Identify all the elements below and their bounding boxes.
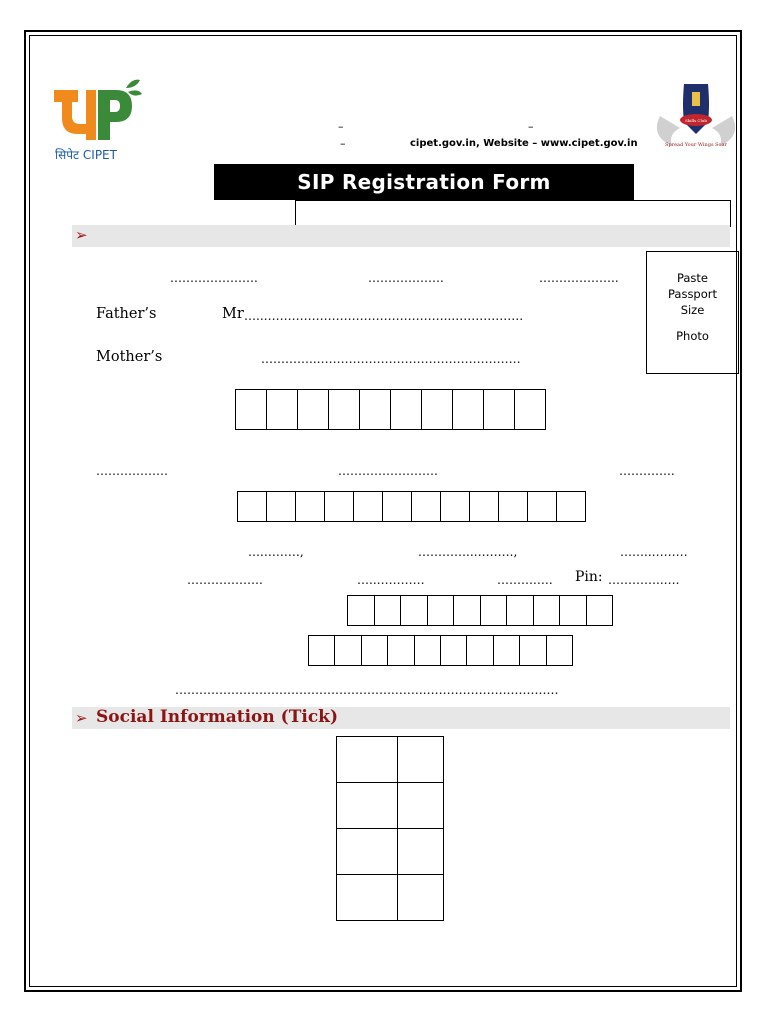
date-of-birth-boxes[interactable] [235,389,546,430]
input-cell[interactable] [454,595,481,626]
tick-cell[interactable] [398,829,444,875]
photo-label-size: Size [680,303,705,317]
input-cell[interactable] [470,491,499,522]
input-cell[interactable] [587,595,614,626]
district-field[interactable]: …..………… [357,573,425,587]
input-cell[interactable] [515,389,546,430]
father-prefix: Mr [222,306,244,322]
form-title: SIP Registration Form [214,164,634,200]
header-dash: – [528,120,534,133]
social-info-title: Social Information (Tick) [96,707,338,727]
mother-name-field[interactable]: …………..…………………………………………… [261,352,521,366]
mobile-number-boxes[interactable] [308,635,573,666]
skills-club-badge [650,76,742,154]
svg-text:Skills Club: Skills Club [685,118,707,123]
input-cell[interactable] [309,635,335,666]
input-cell[interactable] [467,635,493,666]
input-cell[interactable] [375,595,402,626]
category-cell [337,737,398,783]
input-cell[interactable] [507,595,534,626]
input-cell[interactable] [547,635,573,666]
address-field-2[interactable]: …………..………., [418,545,518,559]
input-cell[interactable] [560,595,587,626]
header-dash: – [338,120,344,133]
input-cell[interactable] [267,491,296,522]
input-cell[interactable] [415,635,441,666]
input-cell[interactable] [557,491,586,522]
father-label: Father’s [96,306,157,322]
category-cell [337,829,398,875]
input-cell[interactable] [441,635,467,666]
input-cell[interactable] [296,491,325,522]
address-field-1[interactable]: ….………, [248,545,304,559]
logo-caption: सिपेट CIPET [55,148,117,162]
input-cell[interactable] [499,491,528,522]
photo-label-photo: Photo [676,329,709,343]
table-row [337,737,444,783]
last-name-field[interactable]: ……………….. [539,271,619,285]
input-cell[interactable] [453,389,484,430]
input-cell[interactable] [391,389,422,430]
input-cell[interactable] [354,491,383,522]
tick-cell[interactable] [398,783,444,829]
detail-field-3[interactable]: ………….. [619,464,675,478]
input-cell[interactable] [362,635,388,666]
input-cell[interactable] [441,491,470,522]
input-cell[interactable] [494,635,520,666]
detail-field-1[interactable]: ……………… [96,464,168,478]
input-cell[interactable] [520,635,546,666]
city-field[interactable]: ………………. [187,573,263,587]
detail-field-2[interactable]: ……………………. [338,464,438,478]
id-number-boxes[interactable] [237,491,586,522]
email-field[interactable]: ……………………………………………….…….………………….………… [175,683,559,697]
table-row [337,875,444,921]
input-cell[interactable] [401,595,428,626]
input-cell[interactable] [335,635,361,666]
input-cell[interactable] [422,389,453,430]
input-cell[interactable] [236,389,267,430]
table-row [337,829,444,875]
tick-cell[interactable] [398,875,444,921]
input-cell[interactable] [298,389,329,430]
input-cell[interactable] [484,389,515,430]
contact-line: cipet.gov.in, Website – www.cipet.gov.in [410,138,638,149]
father-name-field[interactable]: …..………………………………………..……………… [244,309,524,323]
table-row [337,783,444,829]
photo-box[interactable] [646,251,739,374]
input-cell[interactable] [534,595,561,626]
input-cell[interactable] [267,389,298,430]
phone-number-boxes[interactable] [347,595,613,626]
input-cell[interactable] [348,595,375,626]
arrow-icon: ➢ [75,709,88,727]
input-cell[interactable] [412,491,441,522]
state-field[interactable]: ……….…. [497,573,553,587]
pin-label: Pin: [575,569,603,585]
input-cell[interactable] [528,491,557,522]
pin-field[interactable]: …………..…. [608,573,680,587]
input-cell[interactable] [481,595,508,626]
category-cell [337,875,398,921]
input-cell[interactable] [388,635,414,666]
tick-cell[interactable] [398,737,444,783]
input-cell[interactable] [238,491,267,522]
mother-label: Mother’s [96,349,163,365]
input-cell[interactable] [383,491,412,522]
middle-name-field[interactable]: ………………. [368,271,444,285]
category-cell [337,783,398,829]
badge-caption: Spread Your Wings Soar [665,142,727,148]
social-category-table [336,736,444,921]
header-dash: – [340,137,346,150]
title-sub-box[interactable] [295,200,731,227]
address-field-3[interactable]: ……..……… [620,545,688,559]
input-cell[interactable] [325,491,354,522]
input-cell[interactable] [360,389,391,430]
section-header-personal [72,225,730,247]
photo-label-paste: Paste [676,271,709,285]
input-cell[interactable] [329,389,360,430]
first-name-field[interactable]: …………………. [170,271,258,285]
photo-label-passport: Passport [667,287,718,301]
input-cell[interactable] [428,595,455,626]
arrow-icon: ➢ [75,226,88,244]
